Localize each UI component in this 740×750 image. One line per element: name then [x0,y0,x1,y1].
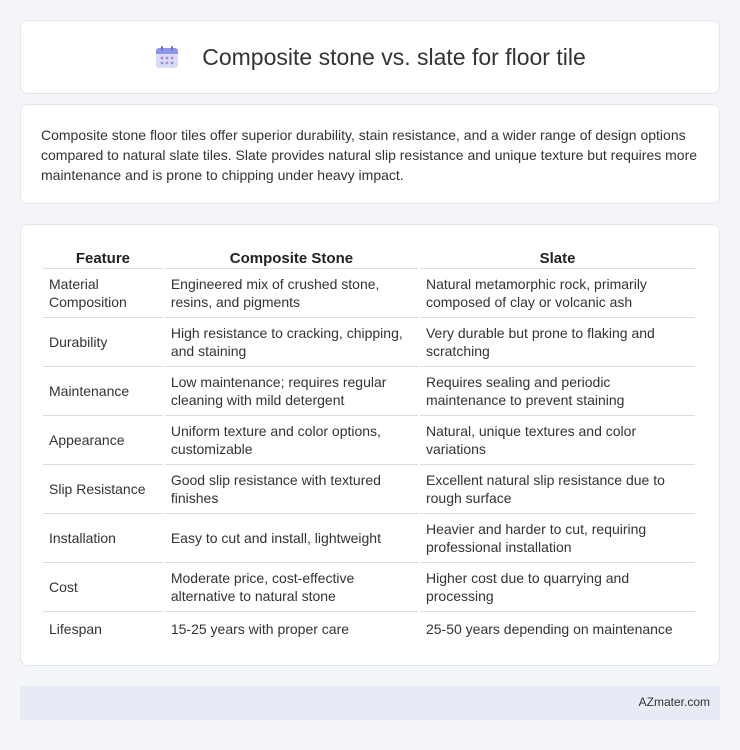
header-composite-stone: Composite Stone [165,245,418,269]
composite-cell: Good slip resistance with textured finishes [165,465,418,514]
footer-bar [20,686,720,720]
composite-cell: 15-25 years with proper care [170,620,350,637]
title-card [20,20,720,94]
feature-cell: Material Composition [43,269,163,318]
slate-cell: Very durable but prone to flaking and scratching [420,318,695,367]
composite-cell: Engineered mix of crushed stone, resins, and pigments [165,269,418,318]
table-row [43,612,695,645]
page-title: Composite stone vs. slate for floor tile [202,43,586,70]
slate-cell: Excellent natural slip resistance due to rough surface [420,465,695,514]
composite-cell: Uniform texture and color options, customizable [165,416,418,465]
composite-cell: High resistance to cracking, chipping, and staining [165,318,418,367]
slate-cell: 25-50 years depending on maintenance [425,620,673,637]
feature-cell: Installation [43,514,163,563]
slate-cell: Natural metamorphic rock, primarily composed of clay or volcanic ash [420,269,695,318]
table-row [43,416,695,465]
feature-cell: Durability [43,318,163,367]
feature-cell: Cost [43,563,163,612]
table-row [43,318,695,367]
slate-cell: Heavier and harder to cut, requiring professional installation [420,514,695,563]
feature-cell: Maintenance [43,367,163,416]
calendar-icon [154,44,180,70]
feature-cell: Appearance [43,416,163,465]
table-header-row [43,245,695,269]
header-slate: Slate [420,245,695,269]
summary-card [20,104,720,204]
header-feature: Feature [43,245,163,269]
footer-site-link[interactable]: AZmater.com [638,695,710,709]
slate-cell: Requires sealing and periodic maintenance to prevent staining [420,367,695,416]
slate-cell: Natural, unique textures and color variations [420,416,695,465]
feature-cell: Slip Resistance [43,465,163,514]
composite-cell: Low maintenance; requires regular cleaning with mild detergent [165,367,418,416]
feature-cell: Lifespan [49,620,102,637]
composite-cell: Easy to cut and install, lightweight [165,514,418,563]
composite-cell: Moderate price, cost-effective alternative to natural stone [165,563,418,612]
table-row [43,367,695,416]
slate-cell: Higher cost due to quarrying and processing [420,563,695,612]
table-row [43,563,695,612]
table-row [43,269,695,318]
comparison-table-card [20,224,720,666]
table-row [43,465,695,514]
summary-text: Composite stone floor tiles offer superior durability, stain resistance, and a wider range of design options compared to natural slate tiles. Slate provides natural slip resistance and unique texture but requires more maintenance and is prone to chipping under heavy impact. [41,127,698,183]
table-row [43,514,695,563]
comparison-table [41,245,697,645]
